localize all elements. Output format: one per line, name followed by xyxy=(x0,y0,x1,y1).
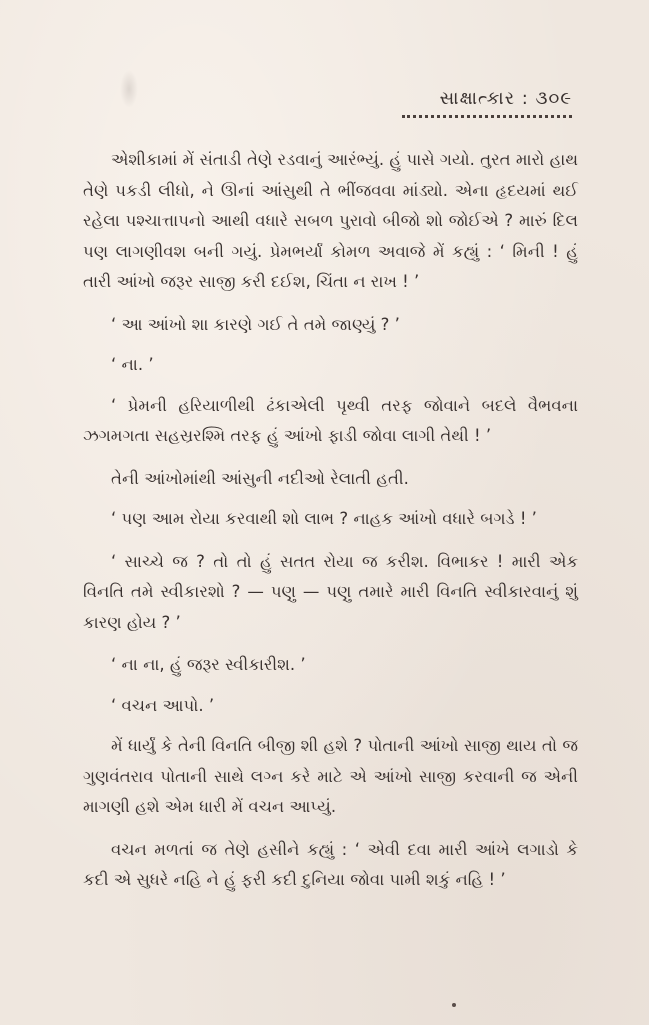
header-dotted-rule xyxy=(402,111,572,118)
body-text xyxy=(83,145,578,908)
paragraph: ‘ પ્રેમની હરિયાળીથી ઢંકાએલી પૃથ્વી તરફ જોવાને બદલે વૈભવના ઝગમગતા સહસ્રરશ્મિ તરફ હું આંખો ફાડી જોવા લાગી તેથી ! ’ xyxy=(83,395,578,445)
footer-dot xyxy=(452,1003,456,1007)
paragraph: ‘ ના ના, હું જરૂર સ્વીકારીશ. ’ xyxy=(111,655,306,674)
page-header xyxy=(340,88,572,118)
page-smudge xyxy=(120,70,138,108)
paragraph: ‘ વચન આપો. ’ xyxy=(111,695,215,715)
paragraph: તેની આંખોમાંથી આંસુની નદીઓ રેલાતી હતી. xyxy=(111,468,409,488)
paragraph: ‘ ના. ’ xyxy=(111,355,154,374)
paragraph: એશીકામાં મેં સંતાડી તેણે રડવાનું આરંભ્યું. હું પાસે ગયો. તુરત મારો હાથ તેણે પકડી લીધો, ને ઊનાં આંસુથી તે ભીંજવવા માંડ્યો. એના હૃદયમાં થઈ રહેલા પશ્ચાત્તાપનો આથી વધારે સબળ પુરાવો બીજો શો જોઈએ ? મારું દિલ પણ લાગણીવશ બની ગયું. પ્રેમભર્યાં કોમળ અવાજે મેં કહ્યું : ‘ મિની ! હું તારી આંખો જરૂર સાજી કરી દઈશ, ચિંતા ન રાખ ! ’ xyxy=(83,150,578,291)
paragraph: ‘ પણ આમ રોયા કરવાથી શો લાભ ? નાહક આંખો વધારે બગડે ! ’ xyxy=(111,509,537,528)
paragraph: વચન મળતાં જ તેણે હસીને કહ્યું : ‘ એવી દવા મારી આંખે લગાડો કે કદી એ સુધરે નહિ ને હું ફરી કદી દુનિયા જોવા પામી શકું નહિ ! ’ xyxy=(83,839,578,889)
paragraph: ‘ સાચ્ચે જ ? તો તો હું સતત રોયા જ કરીશ. વિભાકર ! મારી એક વિનતિ તમે સ્વીકારશો ? — પણુ — પણુ તમારે મારી વિનતિ સ્વીકારવાનું શું કારણ હોય ? ’ xyxy=(83,551,578,632)
paragraph: મેં ધાર્યું કે તેની વિનતિ બીજી શી હશે ? પોતાની આંખો સાજી થાય તો જ ગુણવંતરાવ પોતાની સાથે લગ્ન કરે માટે એ આંખો સાજી કરવાની જ એની માગણી હશે એમ ધારી મેં વચન આપ્યું. xyxy=(83,736,578,816)
paragraph: ‘ આ આંખો શા કારણે ગઈ તે તમે જાણ્યું ? ’ xyxy=(111,314,400,334)
running-head: સાક્ષાત્કાર : ૩૦૯ xyxy=(439,88,572,109)
